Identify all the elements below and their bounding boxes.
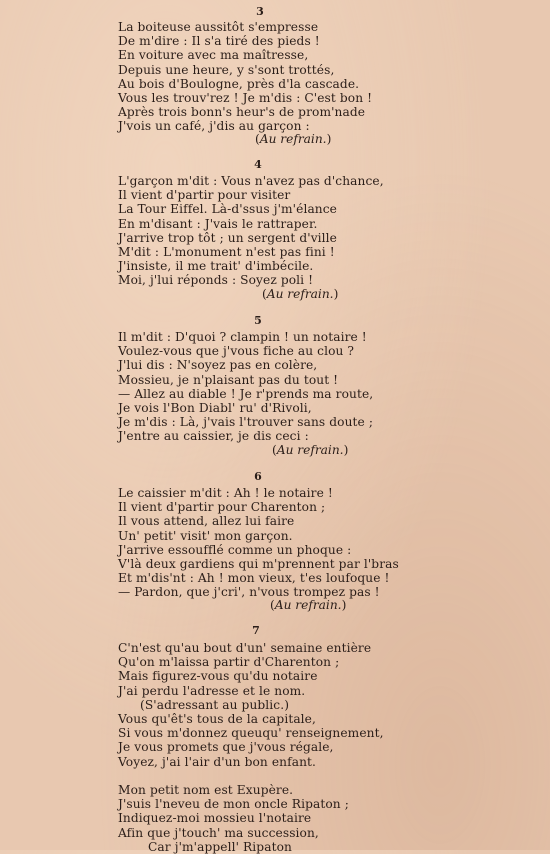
verse-line: J'ai perdu l'adresse et le nom. xyxy=(118,683,306,698)
verse-line: Indiquez-moi mossieu l'notaire xyxy=(118,811,312,826)
verse-line: En voiture avec ma maîtresse, xyxy=(118,48,309,63)
verse-line: La boiteuse aussitôt s'empresse xyxy=(118,20,319,34)
verse-line: Après trois bonn's heur's de prom'nade xyxy=(118,105,366,120)
verse-line: Il vient d'partir pour visiter xyxy=(118,188,291,203)
verse-line: C'n'est qu'au bout d'un' semaine entière xyxy=(118,641,372,655)
verse-line: De m'dire : Il s'a tiré des pieds ! xyxy=(118,34,320,49)
stanza xyxy=(118,174,384,288)
verse-line: J'lui dis : N'soyez pas en colère, xyxy=(118,358,318,373)
verse-line: Afin que j'touch' ma succession, xyxy=(118,825,319,840)
verse-line: Je vous promets que j'vous régale, xyxy=(118,740,334,755)
refrain-marker: (Au refrain.) xyxy=(255,132,332,146)
verse-line: La Tour Eiffel. Là-d'ssus j'm'élance xyxy=(118,202,337,217)
verse-line: Qu'on m'laissa partir d'Charenton ; xyxy=(118,655,340,670)
stanza xyxy=(118,20,372,134)
verse-line: J'insiste, il me trait' d'imbécile. xyxy=(118,259,314,274)
stanza-number: 6 xyxy=(254,470,262,483)
verse-line: Vous les trouv'rez ! Je m'dis : C'est bon ! xyxy=(118,91,373,106)
verse-line: J'arrive essoufflé comme un phoque : xyxy=(118,542,352,557)
stanza xyxy=(118,641,384,854)
verse-line: Il m'dit : D'quoi ? clampin ! un notaire ! xyxy=(118,330,367,344)
stanza-number: 5 xyxy=(254,314,262,327)
verse-line: Moi, j'lui réponds : Soyez poli ! xyxy=(118,273,314,288)
stanza xyxy=(118,330,373,444)
stanza xyxy=(118,486,399,600)
stage-direction: (S'adressant au public.) xyxy=(140,697,290,712)
stanza-number: 7 xyxy=(252,624,260,637)
verse-line: Et m'dis'nt : Ah ! mon vieux, t'es loufoque ! xyxy=(118,571,390,586)
verse-line: — Allez au diable ! Je r'prends ma route, xyxy=(118,386,374,401)
refrain-marker: (Au refrain.) xyxy=(262,287,339,301)
verse-line: Il vous attend, allez lui faire xyxy=(118,514,295,529)
verse-line: J'arrive trop tôt ; un sergent d'ville xyxy=(118,230,337,245)
verse-line: Vous qu'êt's tous de la capitale, xyxy=(118,712,316,727)
verse-line: Mais figurez-vous qu'du notaire xyxy=(118,669,318,684)
verse-line: En m'disant : J'vais le rattraper. xyxy=(118,216,318,231)
refrain-marker: (Au refrain.) xyxy=(270,598,347,612)
verse-line: Si vous m'donnez queuqu' renseignement, xyxy=(118,726,384,741)
verse-line: J'suis l'neveu de mon oncle Ripaton ; xyxy=(118,797,349,812)
verse-line: Mon petit nom est Exupère. xyxy=(118,783,294,798)
verse-line: Un' petit' visit' mon garçon. xyxy=(118,528,293,543)
verse-line: Voulez-vous que j'vous fiche au clou ? xyxy=(118,344,355,359)
verse-line: V'là deux gardiens qui m'prennent par l'bras xyxy=(118,557,399,572)
verse-line: L'garçon m'dit : Vous n'avez pas d'chance, xyxy=(118,174,384,188)
verse-line: Depuis une heure, y s'sont trottés, xyxy=(118,62,335,77)
verse-line: Car j'm'appell' Ripaton xyxy=(148,839,292,854)
stanza-number: 4 xyxy=(254,158,262,171)
verse-line: Je vois l'Bon Diabl' ru' d'Rivoli, xyxy=(118,401,312,416)
blank-line xyxy=(118,769,384,783)
verse-line: M'dit : L'monument n'est pas fini ! xyxy=(118,245,335,260)
verse-line: J'vois un café, j'dis au garçon : xyxy=(118,119,310,134)
verse-line: Mossieu, je n'plaisant pas du tout ! xyxy=(118,372,339,387)
verse-line: Au bois d'Boulogne, près d'la cascade. xyxy=(118,76,360,91)
verse-line: Il vient d'partir pour Charenton ; xyxy=(118,500,326,515)
verse-line: — Pardon, que j'cri', n'vous trompez pas ! xyxy=(118,585,380,600)
verse-line: Le caissier m'dit : Ah ! le notaire ! xyxy=(118,486,333,500)
verse-line: Je m'dis : Là, j'vais l'trouver sans doute ; xyxy=(118,415,374,430)
verse-line: Voyez, j'ai l'air d'un bon enfant. xyxy=(118,754,317,769)
verse-line: J'entre au caissier, je dis ceci : xyxy=(118,429,309,444)
refrain-marker: (Au refrain.) xyxy=(272,443,349,457)
stanza-number: 3 xyxy=(256,5,264,18)
